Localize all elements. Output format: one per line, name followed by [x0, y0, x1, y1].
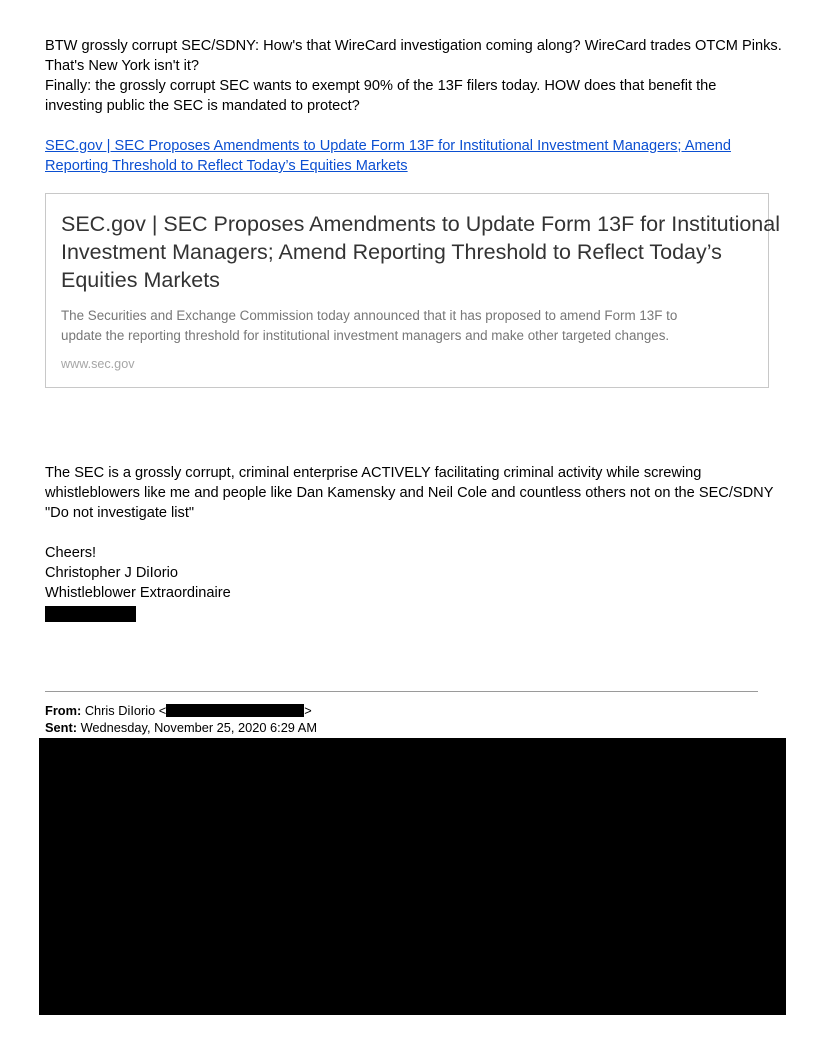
- from-name: Chris DiIorio <: [84, 703, 167, 718]
- body-line: whistleblowers like me and people like Dan Kamensky and Neil Cole and countless others not on the SEC/SDNY: [45, 485, 774, 501]
- link-line[interactable]: SEC.gov | SEC Proposes Amendments to Update Form 13F for Institutional Investment Managers; Amend: [45, 138, 731, 154]
- signature-redaction: [45, 606, 136, 622]
- card-desc-line: update the reporting threshold for institutional investment managers and make other targeted changes.: [61, 328, 670, 343]
- card-title-line: Investment Managers; Amend Reporting Threshold to Reflect Today’s: [61, 240, 722, 264]
- link-line[interactable]: Reporting Threshold to Reflect Today’s Equities Markets: [45, 158, 408, 174]
- body-paragraph: [45, 463, 785, 523]
- link-preview-card[interactable]: [45, 193, 781, 388]
- sent-value: Wednesday, November 25, 2020 6:29 AM: [80, 720, 317, 735]
- sent-row: [45, 719, 317, 736]
- body-redaction: [39, 738, 786, 1015]
- intro-line: investing public the SEC is mandated to protect?: [45, 98, 360, 114]
- intro-line: Finally: the grossly corrupt SEC wants to exempt 90% of the 13F filers today. HOW does that benefit the: [45, 78, 717, 94]
- body-line: "Do not investigate list": [45, 505, 195, 521]
- from-close: >: [304, 703, 312, 718]
- from-row: [45, 702, 317, 719]
- sec-article-link[interactable]: [45, 136, 785, 176]
- intro-line: That's New York isn't it?: [45, 58, 200, 74]
- sent-label: Sent:: [45, 720, 81, 735]
- email-redaction: [166, 704, 304, 717]
- from-label: From:: [45, 703, 85, 718]
- link-preview-description: [61, 306, 751, 346]
- forwarded-header: [45, 702, 317, 736]
- link-preview-title[interactable]: [61, 210, 781, 294]
- signoff-title: Whistleblower Extraordinaire: [45, 585, 231, 601]
- signoff-name: Christopher J DiIorio: [45, 565, 179, 581]
- card-desc-line: The Securities and Exchange Commission today announced that it has proposed to amend Form 13F to: [61, 308, 678, 323]
- signature-block: [45, 543, 785, 603]
- link-preview-domain: www.sec.gov: [61, 357, 135, 371]
- signoff-greeting: Cheers!: [45, 545, 97, 561]
- body-line: The SEC is a grossly corrupt, criminal enterprise ACTIVELY facilitating criminal activity while screwing: [45, 465, 702, 481]
- message-divider: [45, 691, 758, 692]
- card-title-line: Equities Markets: [61, 268, 220, 292]
- card-title-line: SEC.gov | SEC Proposes Amendments to Update Form 13F for Institutional: [61, 212, 781, 236]
- intro-line: BTW grossly corrupt SEC/SDNY: How's that WireCard investigation coming along? WireCard trades OTCM Pinks.: [45, 38, 782, 54]
- intro-paragraph: [45, 36, 785, 116]
